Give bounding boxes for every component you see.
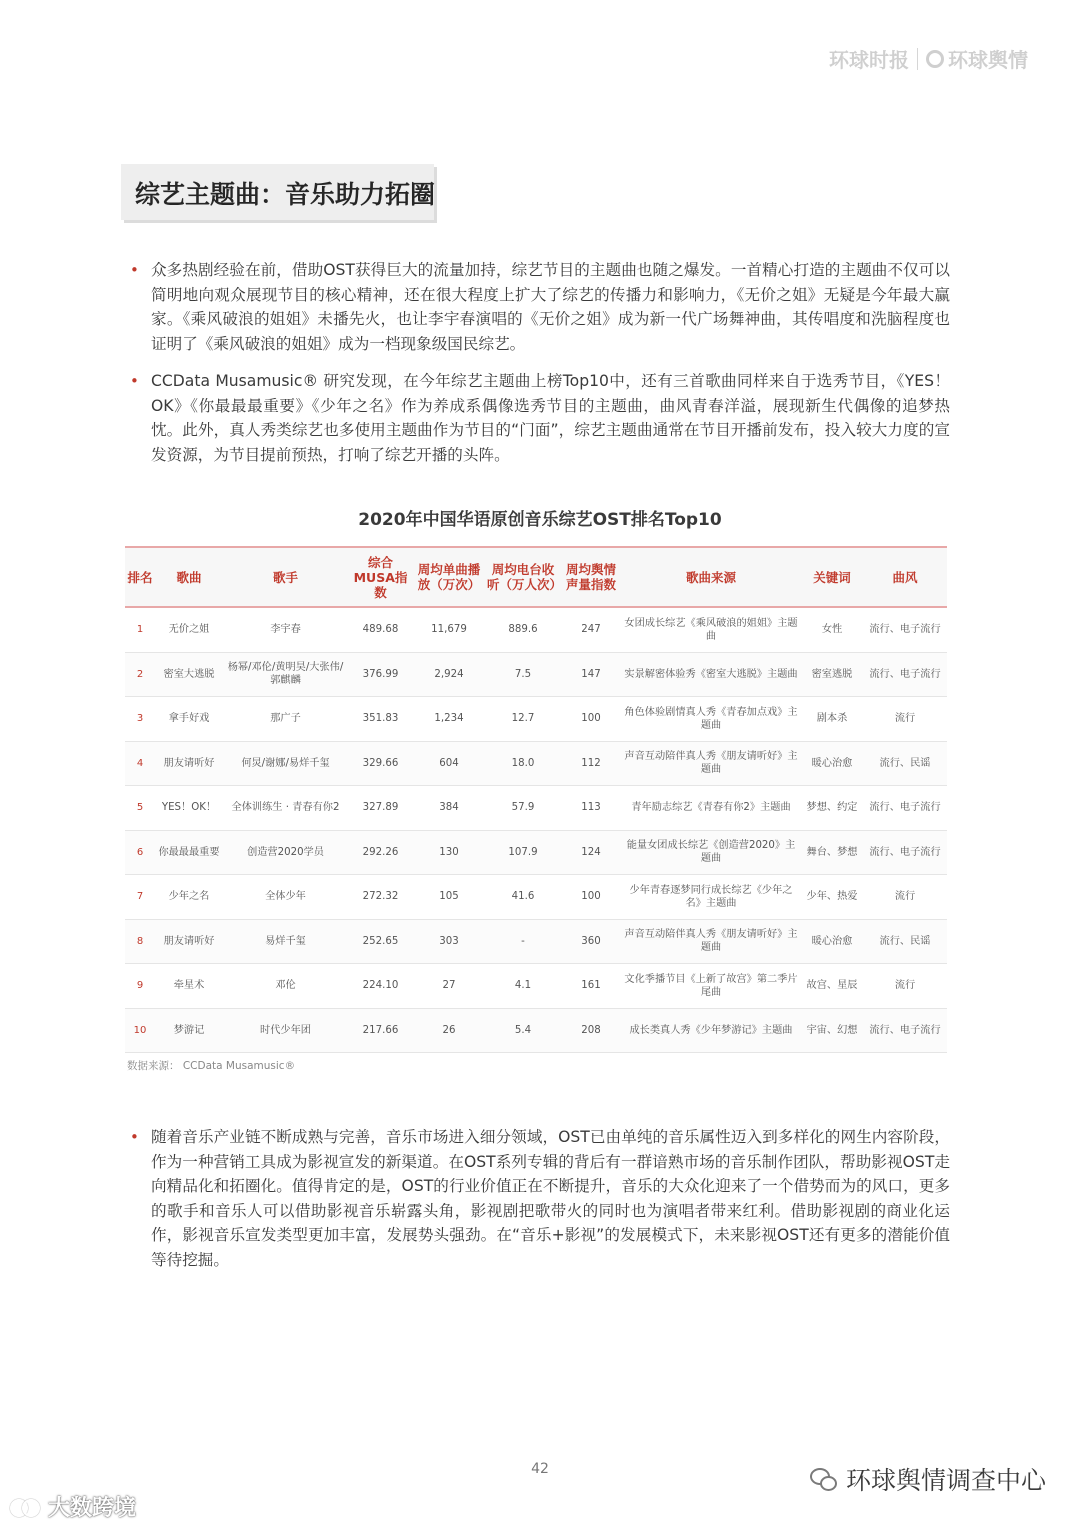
table-row <box>125 741 947 786</box>
bullet-icon: • <box>130 261 139 279</box>
table-cell: 剧本杀 <box>801 697 863 742</box>
table-cell: 创造营2020学员 <box>223 830 348 875</box>
table-cell: 何炅/谢娜/易烊千玺 <box>223 741 348 786</box>
paragraph-text: 众多热剧经验在前，借助OST获得巨大的流量加持，综艺节目的主题曲也随之爆发。一首精心打造的主题曲不仅可以简明地向观众展现节目的核心精神，还在很大程度上扩大了综艺的传播力和影响力，《无价之姐》无疑是今年最大赢家。《乘风破浪的姐姐》未播先火，也让李宇春演唱的《无价之姐》成为新一代广场舞神曲，其传唱度和洗脑程度也证明了《乘风破浪的姐姐》成为一档现象级国民综艺。 <box>151 261 950 353</box>
table-cell: 12.7 <box>485 697 561 742</box>
table-cell: 57.9 <box>485 786 561 831</box>
table-cell: 217.66 <box>348 1008 413 1053</box>
page-number: 42 <box>531 1461 549 1477</box>
table-cell: 你最最最重要 <box>155 830 223 875</box>
col-header: 关键词 <box>813 569 851 585</box>
table-cell: 9 <box>125 964 155 1009</box>
watermark <box>10 1491 136 1522</box>
wechat-icon <box>810 1468 836 1490</box>
table-cell: 329.66 <box>348 741 413 786</box>
brand-right: 环球舆情 <box>948 48 1028 72</box>
col-header: 周均单曲播放（万次） <box>417 562 481 592</box>
table-row <box>125 919 947 964</box>
table-cell: - <box>485 919 561 964</box>
paragraph-text: CCData Musamusic® 研究发现，在今年综艺主题曲上榜Top10中，还有三首歌曲同样来自于选秀节目，《YES！OK》《你最最最重要》《少年之名》作为养成系偶像选秀节目的主题曲，曲风青春洋溢，展现新生代偶像的追梦热忱。此外，真人秀类综艺也多使用主题曲作为节目的“门面”，综艺主题曲通常在节目开播前发布，投入较大力度的宣发资源，为节目提前预热，打响了综艺开播的头阵。 <box>151 372 950 464</box>
table-cell: 声音互动陪伴真人秀《朋友请听好》主题曲 <box>621 919 801 964</box>
table-cell: 时代少年团 <box>223 1008 348 1053</box>
col-header: 歌手 <box>272 569 298 585</box>
table-cell: 流行、电子流行 <box>863 1008 947 1053</box>
table-cell: 少年、热爱 <box>801 875 863 920</box>
table-cell: 全体少年 <box>223 875 348 920</box>
col-header: 综合MUSA指数 <box>353 554 408 600</box>
table-cell: 208 <box>561 1008 621 1053</box>
table-row <box>125 964 947 1009</box>
section-title: 综艺主题曲：音乐助力拓圈 <box>135 180 436 209</box>
table-cell: 2,924 <box>413 652 485 697</box>
table-cell: 流行 <box>863 875 947 920</box>
table-cell: 18.0 <box>485 741 561 786</box>
table-cell: 朋友请听好 <box>155 919 223 964</box>
col-header: 曲风 <box>892 569 918 585</box>
table-cell: 流行、电子流行 <box>863 786 947 831</box>
table-cell: 流行 <box>863 964 947 1009</box>
table-cell: 舞台、梦想 <box>801 830 863 875</box>
table-cell: 无价之姐 <box>155 607 223 652</box>
table-header-row <box>125 547 947 607</box>
table-row <box>125 652 947 697</box>
table-cell: 489.68 <box>348 607 413 652</box>
table-cell: 那广子 <box>223 697 348 742</box>
paragraph-1 <box>130 258 950 356</box>
table-cell: 113 <box>561 786 621 831</box>
table-cell: 拿手好戏 <box>155 697 223 742</box>
table-cell: 7 <box>125 875 155 920</box>
table-cell: 11,679 <box>413 607 485 652</box>
header-logo <box>829 44 1028 73</box>
table-cell: 351.83 <box>348 697 413 742</box>
table-cell: 130 <box>413 830 485 875</box>
col-header: 周均舆情声量指数 <box>565 562 616 592</box>
table-cell: 流行、电子流行 <box>863 830 947 875</box>
table-cell: 247 <box>561 607 621 652</box>
table-cell: 10 <box>125 1008 155 1053</box>
table-cell: 292.26 <box>348 830 413 875</box>
table-cell: 邓伦 <box>223 964 348 1009</box>
table-cell: 105 <box>413 875 485 920</box>
table-cell: 实景解密体验秀《密室大逃脱》主题曲 <box>621 652 801 697</box>
table-cell: 密室大逃脱 <box>155 652 223 697</box>
table-row <box>125 830 947 875</box>
table-row <box>125 607 947 652</box>
data-source-note: 数据来源： CCData Musamusic® <box>127 1060 296 1072</box>
table-cell: 2 <box>125 652 155 697</box>
table-cell: 4.1 <box>485 964 561 1009</box>
table-cell: 流行、电子流行 <box>863 652 947 697</box>
table-cell: 能量女团成长综艺《创造营2020》主题曲 <box>621 830 801 875</box>
table-cell: 流行、民谣 <box>863 741 947 786</box>
table-cell: 161 <box>561 964 621 1009</box>
table-cell: 流行 <box>863 697 947 742</box>
watermark-text: 大数跨境 <box>48 1496 137 1521</box>
table-cell: 成长类真人秀《少年梦游记》主题曲 <box>621 1008 801 1053</box>
table-title: 2020年中国华语原创音乐综艺OST排名Top10 <box>358 510 722 530</box>
table-cell: 3 <box>125 697 155 742</box>
table-cell: 牵星术 <box>155 964 223 1009</box>
table-cell: 327.89 <box>348 786 413 831</box>
table-cell: 376.99 <box>348 652 413 697</box>
table-cell: 李宇春 <box>223 607 348 652</box>
table-cell: 声音互动陪伴真人秀《朋友请听好》主题曲 <box>621 741 801 786</box>
table-cell: 224.10 <box>348 964 413 1009</box>
table-cell: 易烊千玺 <box>223 919 348 964</box>
table-cell: 100 <box>561 875 621 920</box>
table-row <box>125 875 947 920</box>
table-cell: 360 <box>561 919 621 964</box>
table-cell: 少年青春逐梦同行成长综艺《少年之名》主题曲 <box>621 875 801 920</box>
table-cell: 文化季播节目《上新了故宫》第二季片尾曲 <box>621 964 801 1009</box>
brand-right-group <box>926 44 1028 73</box>
brand-circle-icon <box>926 50 944 68</box>
table-cell: 272.32 <box>348 875 413 920</box>
table-cell: 384 <box>413 786 485 831</box>
table-cell: 8 <box>125 919 155 964</box>
bullet-icon: • <box>130 1128 139 1146</box>
ranking-table <box>125 546 947 1053</box>
table-cell: 5.4 <box>485 1008 561 1053</box>
table-row <box>125 786 947 831</box>
table-cell: 青年励志综艺《青春有你2》主题曲 <box>621 786 801 831</box>
table-cell: 故宫、星辰 <box>801 964 863 1009</box>
table-cell: 少年之名 <box>155 875 223 920</box>
logo-divider <box>917 48 918 70</box>
paragraph-2 <box>130 369 950 467</box>
table-cell: YES！OK！ <box>155 786 223 831</box>
section-title-box <box>121 164 434 220</box>
col-header: 排名 <box>127 569 153 585</box>
col-header: 歌曲 <box>176 569 202 585</box>
table-cell: 女团成长综艺《乘风破浪的姐姐》主题曲 <box>621 607 801 652</box>
wechat-account-name: 环球舆情调查中心 <box>845 1466 1046 1495</box>
table-cell: 889.6 <box>485 607 561 652</box>
table-cell: 宇宙、幻想 <box>801 1008 863 1053</box>
table-cell: 100 <box>561 697 621 742</box>
table-cell: 全体训练生 · 青春有你2 <box>223 786 348 831</box>
table-cell: 26 <box>413 1008 485 1053</box>
table-cell: 1 <box>125 607 155 652</box>
table-cell: 7.5 <box>485 652 561 697</box>
bullet-icon: • <box>130 372 139 390</box>
col-header: 周均电台收听（万人次） <box>487 562 563 592</box>
paragraph-3 <box>130 1125 950 1272</box>
paragraph-text: 随着音乐产业链不断成熟与完善，音乐市场进入细分领域，OST已由单纯的音乐属性迈入到多样化的网生内容阶段，作为一种营销工具成为影视宣发的新渠道。在OST系列专辑的背后有一群谙熟市场的音乐制作团队，帮助影视OST走向精品化和拓圈化。值得肯定的是，OST的行业价值正在不断提升，音乐的大众化迎来了一个借势而为的风口，更多的歌手和音乐人可以借助影视音乐崭露头角，影视剧把歌带火的同时也为演唱者带来红利。借助影视剧的商业化运作，影视音乐宣发类型更加丰富，发展势头强劲。在“音乐+影视”的发展模式下，未来影视OST还有更多的潜能价值等待挖掘。 <box>151 1128 950 1269</box>
table-cell: 流行、民谣 <box>863 919 947 964</box>
table-cell: 5 <box>125 786 155 831</box>
table-cell: 女性 <box>801 607 863 652</box>
table-cell: 252.65 <box>348 919 413 964</box>
brand-left: 环球时报 <box>829 48 909 72</box>
table-cell: 604 <box>413 741 485 786</box>
table-cell: 密室逃脱 <box>801 652 863 697</box>
table-cell: 暖心治愈 <box>801 919 863 964</box>
table-cell: 流行、电子流行 <box>863 607 947 652</box>
table-row <box>125 697 947 742</box>
table-cell: 杨幂/邓伦/黄明昊/大张伟/郭麒麟 <box>223 652 348 697</box>
table-cell: 41.6 <box>485 875 561 920</box>
watermark-logo-icon <box>10 1497 40 1517</box>
col-header: 歌曲来源 <box>685 569 736 585</box>
table-cell: 112 <box>561 741 621 786</box>
table-row <box>125 1008 947 1053</box>
table-cell: 角色体验剧情真人秀《青春加点戏》主题曲 <box>621 697 801 742</box>
table-cell: 朋友请听好 <box>155 741 223 786</box>
table-cell: 303 <box>413 919 485 964</box>
table-cell: 1,234 <box>413 697 485 742</box>
wechat-account <box>810 1461 1046 1497</box>
table-cell: 107.9 <box>485 830 561 875</box>
table-cell: 梦游记 <box>155 1008 223 1053</box>
table-cell: 27 <box>413 964 485 1009</box>
table-cell: 暖心治愈 <box>801 741 863 786</box>
table-cell: 147 <box>561 652 621 697</box>
table-cell: 梦想、约定 <box>801 786 863 831</box>
table-cell: 4 <box>125 741 155 786</box>
table-cell: 6 <box>125 830 155 875</box>
table-cell: 124 <box>561 830 621 875</box>
